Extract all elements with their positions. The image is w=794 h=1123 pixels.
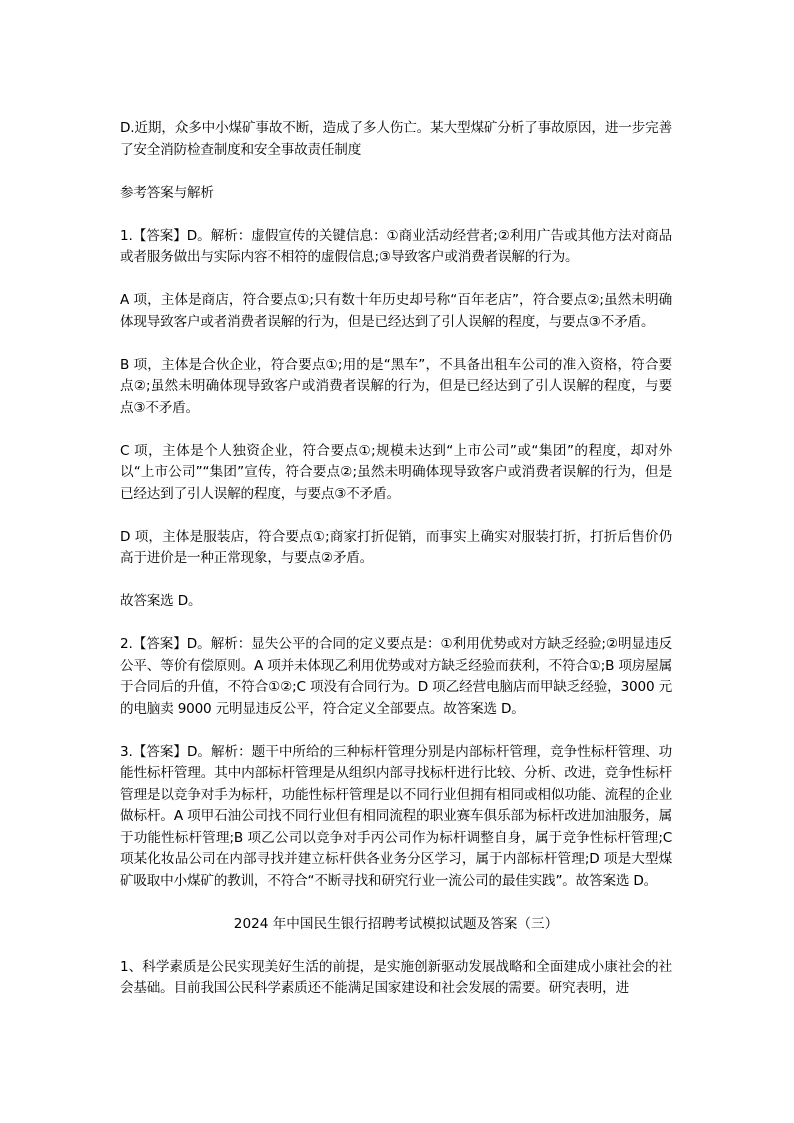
answer-1-option-c: C 项，主体是个人独资企业，符合要点①;规模未达到“上市公司”或“集团”的程度，却对外以“上市公司”“集团”宣传，符合要点②;虽然未明确体现导致客户或消费者误解的行为，但是已经达到了引人误解的程度，与要点③不矛盾。 (120, 442, 672, 502)
section-title: 2024 年中国民生银行招聘考试模拟试题及答案（三） (233, 915, 559, 932)
answer-1-option-b: B 项，主体是合伙企业，符合要点①;用的是“黑车”，不具备出租车公司的准入资格，符合要点②;虽然未明确体现导致客户或消费者误解的行为，但是已经达到了引人误解的程度，与要点③不矛盾。 (120, 356, 672, 416)
answer-1-option-a: A 项，主体是商店，符合要点①;只有数十年历史却号称“百年老店”，符合要点②;虽然未明确体现导致客户或者消费者误解的行为，但是已经达到了引人误解的程度，与要点③不矛盾。 (120, 292, 672, 330)
answer-1-option-d: D 项，主体是服装店，符合要点①;商家打折促销，而事实上确实对服装打折，打折后售价仍高于进价是一种正常现象，与要点②矛盾。 (120, 528, 672, 566)
answer-3-paragraph: 3.【答案】D。解析：题干中所给的三种标杆管理分别是内部标杆管理，竞争性标杆管理、功能性标杆管理。其中内部标杆管理是从组织内部寻找标杆进行比较、分析、改进，竞争性标杆管理是以竞争对手为标杆，功能性标杆管理是以不同行业但拥有相同或相似功能、流程的企业做标杆。A 项甲石油公司找不同行业但有相同流程的职业赛车俱乐部为标杆改进加油服务，属于功能性标杆管理;B 项乙公司以竞争对手丙公司作为标杆调整自身，属于竞争性标杆管理;C 项某化妆品公司在内部寻找并建立标杆供各业务分区学习，属于内部标杆管理;D 项是大型煤矿吸取中小煤矿的教训，不符合“不断寻找和研究行业一流公司的最佳实践”。故答案选 D。 (120, 743, 672, 889)
document-page (120, 118, 672, 1021)
question-1-paragraph: 1、科学素质是公民实现美好生活的前提，是实施创新驱动发展战略和全面建成小康社会的社会基础。目前我国公民科学素质还不能满足国家建设和社会发展的需要。研究表明，进 (120, 958, 672, 996)
answer-2-paragraph: 2.【答案】D。解析：显失公平的合同的定义要点是：①利用优势或对方缺乏经验;②明显违反公平、等价有偿原则。A 项并未体现乙利用优势或对方缺乏经验而获利，不符合①;B 项房屋属于合同后的升值，不符合①②;C 项没有合同行为。D 项乙经营电脑店而甲缺乏经验，3000 元的电脑卖 9000 元明显违反公平，符合定义全部要点。故答案选 D。 (120, 636, 672, 717)
option-d-text: D.近期，众多中小煤矿事故不断，造成了多人伤亡。某大型煤矿分析了事故原因，进一步完善了安全消防检查制度和安全事故责任制度 (120, 120, 672, 158)
answers-heading: 参考答案与解析 (120, 184, 214, 201)
answer-1-conclusion: 故答案选 D。 (120, 593, 202, 609)
answer-1-paragraph: 1.【答案】D。解析：虚假宣传的关键信息：①商业活动经营者;②利用广告或其他方法对商品或者服务做出与实际内容不相符的虚假信息;③导致客户或消费者误解的行为。 (120, 227, 672, 265)
